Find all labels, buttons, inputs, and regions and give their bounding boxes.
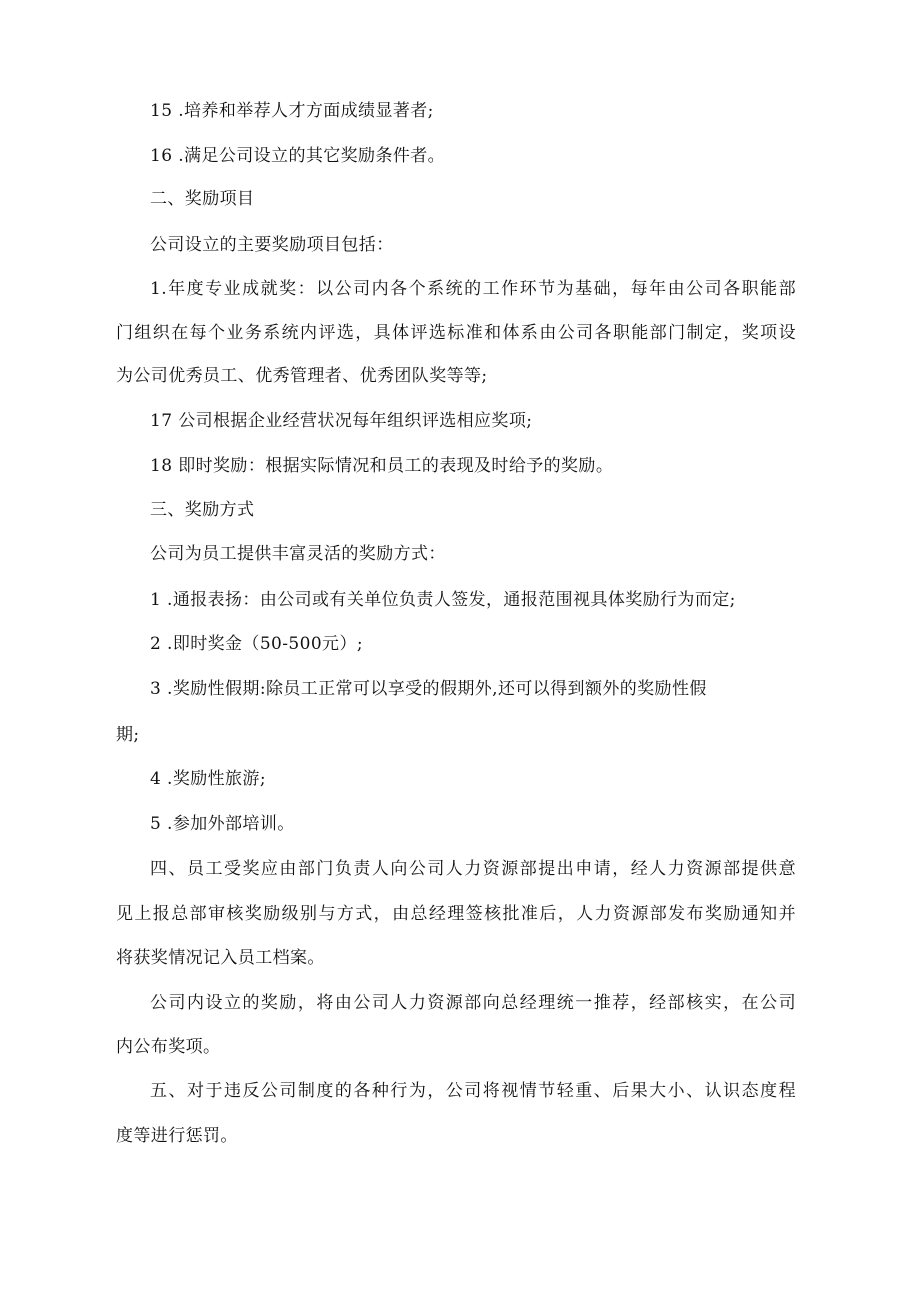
clause-16: 16 .满足公司设立的其它奖励条件者。 [150, 146, 446, 166]
section-4-line-3: 将获奖情况记入员工档案。 [116, 948, 325, 968]
item-1-line-3: 为公司优秀员工、优秀管理者、优秀团队奖等等; [116, 366, 488, 386]
method-5: 5 .参加外部培训。 [150, 814, 295, 834]
section-4-line-1: 四、员工受奖应由部门负责人向公司人力资源部提出申请，经人力资源部提供意 [150, 859, 796, 879]
section-4-line-2: 见上报总部审核奖励级别与方式，由总经理签核批准后，人力资源部发布奖励通知并 [116, 904, 796, 924]
item-1-line-2: 门组织在每个业务系统内评选，具体评选标准和体系由公司各职能部门制定，奖项设 [116, 323, 796, 343]
method-2: 2 .即时奖金（50-500元）; [150, 634, 363, 654]
section-heading-awards: 二、奖励项目 [150, 189, 255, 209]
method-4: 4 .奖励性旅游; [150, 769, 266, 789]
recommend-paragraph-line-2: 内公布奖项。 [116, 1037, 221, 1057]
recommend-paragraph-line-1: 公司内设立的奖励，将由公司人力资源部向总经理统一推荐，经部核实，在公司 [150, 993, 796, 1013]
method-3-line-1: 3 .奖励性假期:除员工正常可以享受的假期外,还可以得到额外的奖励性假 [150, 679, 707, 699]
method-3-line-2: 期; [116, 725, 140, 745]
section-5-line-2: 度等进行惩罚。 [116, 1126, 238, 1146]
section-5-line-1: 五、对于违反公司制度的各种行为，公司将视情节轻重、后果大小、认识态度程 [150, 1081, 796, 1101]
clause-15: 15 .培养和举荐人才方面成绩显著者; [150, 101, 434, 121]
section-heading-methods: 三、奖励方式 [150, 500, 255, 520]
paragraph-intro-awards: 公司设立的主要奖励项目包括： [150, 235, 394, 255]
clause-18: 18 即时奖励：根据实际情况和员工的表现及时给予的奖励。 [150, 456, 614, 476]
paragraph-intro-methods: 公司为员工提供丰富灵活的奖励方式： [150, 544, 446, 564]
method-1: 1 .通报表扬：由公司或有关单位负责人签发，通报范围视具体奖励行为而定; [150, 590, 736, 610]
clause-17: 17 公司根据企业经营状况每年组织评选相应奖项; [150, 411, 533, 431]
item-1-line-1: 1.年度专业成就奖：以公司内各个系统的工作环节为基础，每年由公司各职能部 [150, 279, 796, 299]
